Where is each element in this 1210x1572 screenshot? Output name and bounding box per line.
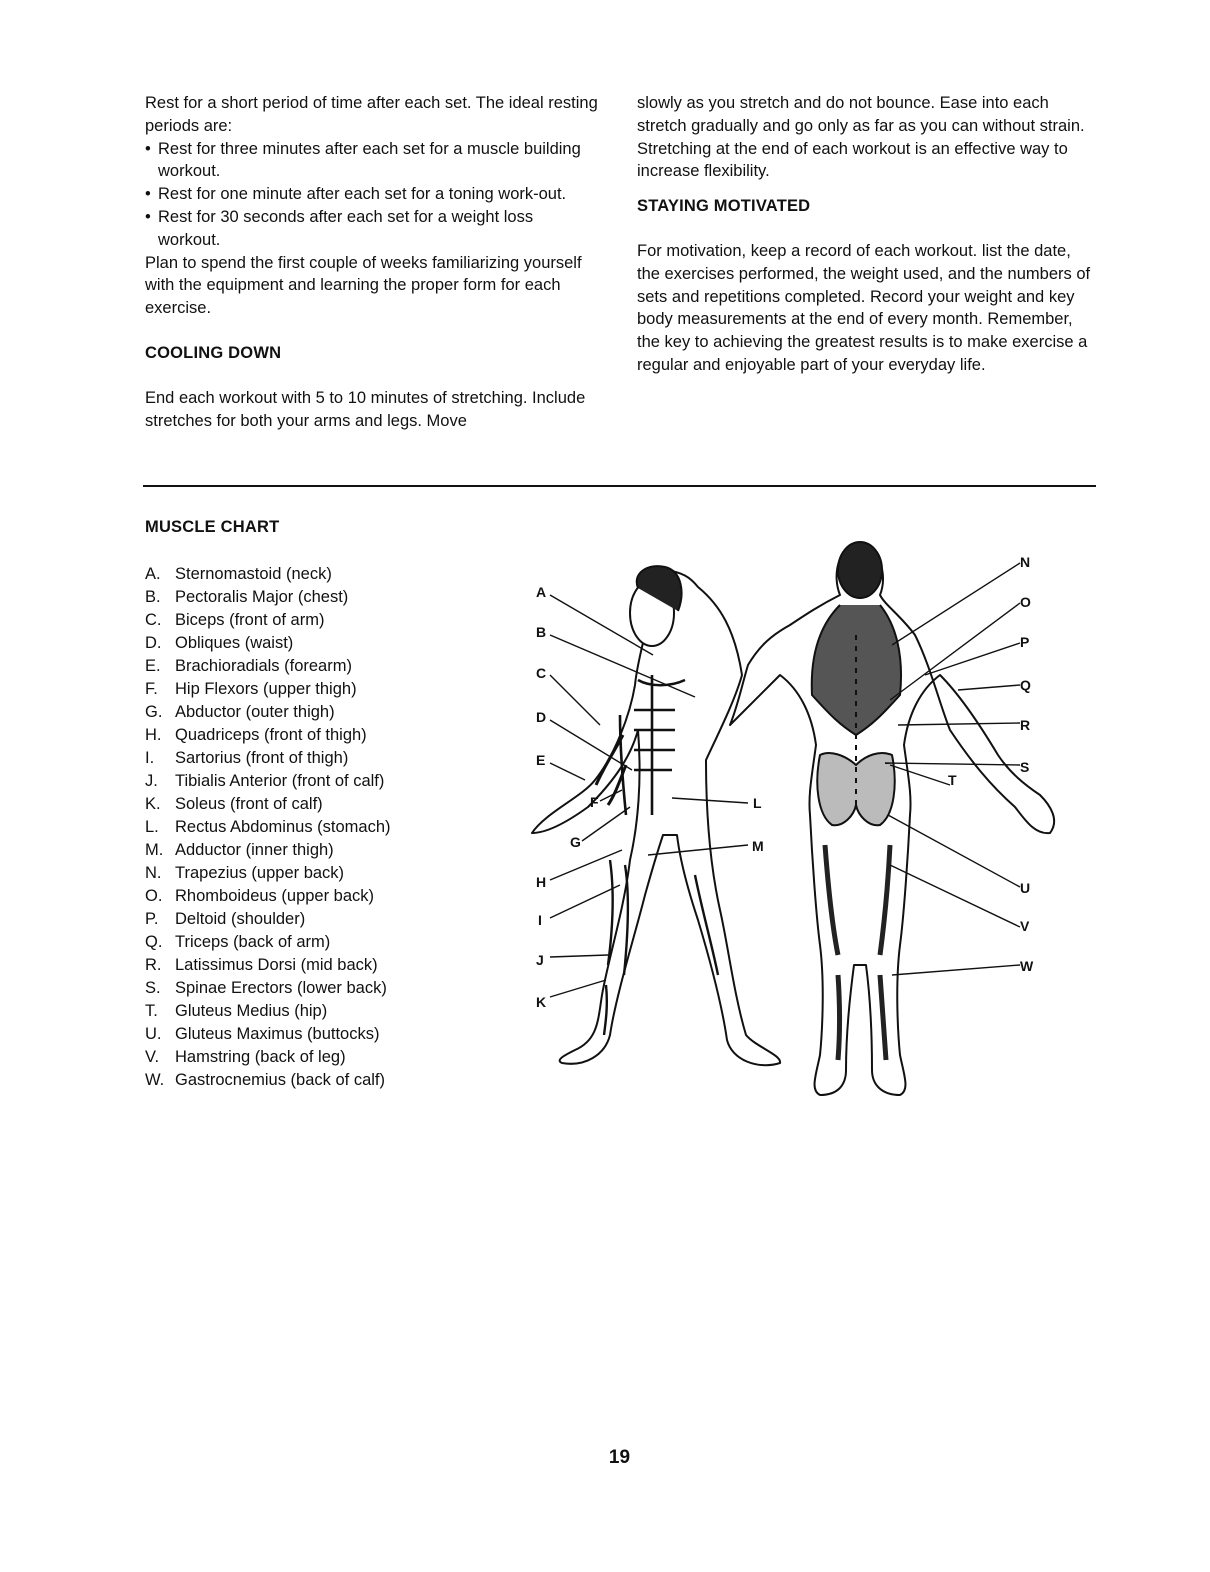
figure-label-r: R (1020, 717, 1031, 733)
legend-letter: R. (145, 956, 162, 974)
cooling-down-continued: slowly as you stretch and do not bounce. Ease into each stretch gradually and go only as far as you can without strain. Stretching at the end of each workout is an effective way to increase flexibility. (637, 94, 1085, 181)
legend-item (145, 954, 445, 977)
bullet-item (145, 183, 600, 206)
muscle-chart-title: MUSCLE CHART (145, 518, 280, 536)
figure-label-j: J (536, 952, 544, 968)
legend-text: Soleus (front of calf) (175, 795, 323, 813)
legend-text: Spinae Erectors (lower back) (175, 979, 387, 997)
legend-text: Hip Flexors (upper thigh) (175, 680, 357, 698)
figure-label-v: V (1020, 918, 1030, 934)
muscle-legend (145, 563, 445, 1092)
legend-letter: V. (145, 1048, 160, 1066)
legend-item (145, 632, 445, 655)
bullet-marker: • (145, 185, 151, 204)
figure-label-u: U (1020, 880, 1031, 896)
staying-motivated-heading: STAYING MOTIVATED (637, 197, 811, 216)
figure-label-h: H (536, 874, 547, 890)
figure-label-q: Q (1020, 677, 1031, 693)
legend-item (145, 1023, 445, 1046)
legend-text: Obliques (waist) (175, 634, 294, 652)
bullet-item (145, 138, 600, 184)
legend-text: Gluteus Maximus (buttocks) (175, 1025, 380, 1043)
cooling-down-heading: COOLING DOWN (145, 343, 282, 362)
legend-text: Biceps (front of arm) (175, 611, 325, 629)
figure-label-g: G (570, 834, 581, 850)
legend-letter: A. (145, 565, 161, 583)
section-divider (143, 485, 1096, 487)
figure-label-k: K (536, 994, 547, 1010)
figure-label-b: B (536, 624, 547, 640)
legend-letter: S. (145, 979, 161, 997)
staying-motivated-paragraph: For motivation, keep a record of each workout. list the date, the exercises performed, the weight used, and the numbers of sets and repetitions completed. Record your weight and key body measurements at the end of every month. Remember, the key to achieving the greatest results is to make exercise a regular and enjoyable part of your everyday life. (637, 241, 1091, 374)
bullet-text: Rest for one minute after each set for a toning work-out. (158, 185, 567, 204)
back-body (730, 542, 1054, 1095)
legend-letter: M. (145, 841, 164, 859)
rest-intro-paragraph: Rest for a short period of time after each set. The ideal resting periods are: (145, 94, 598, 135)
legend-letter: K. (145, 795, 161, 813)
figure-label-i: I (538, 912, 542, 928)
legend-text: Quadriceps (front of thigh) (175, 726, 367, 744)
legend-text: Hamstring (back of leg) (175, 1048, 346, 1066)
familiarize-paragraph: Plan to spend the first couple of weeks familiarizing yourself with the equipment and learning the proper form for each exercise. (145, 253, 582, 318)
legend-text: Tibialis Anterior (front of calf) (175, 772, 385, 790)
legend-item (145, 885, 445, 908)
legend-text: Brachioradials (forearm) (175, 657, 352, 675)
figure-label-f: F (590, 794, 599, 810)
legend-text: Pectoralis Major (chest) (175, 588, 349, 606)
muscle-figure (520, 515, 1080, 1105)
legend-item (145, 770, 445, 793)
legend-item (145, 747, 445, 770)
legend-letter: B. (145, 588, 161, 606)
legend-letter: F. (145, 680, 158, 698)
cooling-down-paragraph: End each workout with 5 to 10 minutes of stretching. Include stretches for both your arms and legs. Move (145, 388, 586, 430)
legend-letter: N. (145, 864, 162, 882)
legend-item (145, 816, 445, 839)
figure-label-o: O (1020, 594, 1031, 610)
legend-letter: G. (145, 703, 163, 721)
legend-text: Rhomboideus (upper back) (175, 887, 375, 905)
legend-letter: D. (145, 634, 162, 652)
bullet-text: Rest for three minutes after each set for a muscle building workout. (158, 139, 581, 181)
legend-item (145, 793, 445, 816)
figure-label-t: T (948, 772, 957, 788)
legend-item (145, 977, 445, 1000)
legend-letter: T. (145, 1002, 158, 1020)
legend-text: Triceps (back of arm) (175, 933, 331, 951)
legend-letter: H. (145, 726, 162, 744)
legend-item (145, 563, 445, 586)
legend-text: Abductor (outer thigh) (175, 703, 335, 721)
legend-letter: I. (145, 749, 155, 767)
right-column (637, 92, 1097, 377)
legend-item (145, 1069, 445, 1092)
legend-item (145, 839, 445, 862)
legend-item (145, 724, 445, 747)
figure-label-n: N (1020, 554, 1031, 570)
legend-item (145, 586, 445, 609)
figure-label-s: S (1020, 759, 1030, 775)
legend-text: Sternomastoid (neck) (175, 565, 332, 583)
figure-label-a: A (536, 584, 547, 600)
figure-label-e: E (536, 752, 546, 768)
figure-label-w: W (1020, 958, 1034, 974)
legend-item (145, 1000, 445, 1023)
legend-letter: U. (145, 1025, 162, 1043)
figure-label-p: P (1020, 634, 1030, 650)
legend-item (145, 908, 445, 931)
figure-label-c: C (536, 665, 547, 681)
muscle-figure-svg (520, 515, 1080, 1105)
legend-item (145, 701, 445, 724)
legend-item (145, 609, 445, 632)
front-body (532, 566, 780, 1065)
legend-text: Latissimus Dorsi (mid back) (175, 956, 378, 974)
legend-letter: L. (145, 818, 159, 836)
legend-text: Adductor (inner thigh) (175, 841, 334, 859)
legend-item (145, 931, 445, 954)
legend-item (145, 1046, 445, 1069)
legend-text: Gastrocnemius (back of calf) (175, 1071, 385, 1089)
legend-letter: E. (145, 657, 161, 675)
legend-letter: P. (145, 910, 159, 928)
legend-letter: W. (145, 1071, 165, 1089)
bullet-item (145, 206, 600, 252)
legend-letter: Q. (145, 933, 163, 951)
legend-letter: C. (145, 611, 162, 629)
legend-text: Sartorius (front of thigh) (175, 749, 349, 767)
figure-label-m: M (752, 838, 764, 854)
legend-text: Rectus Abdominus (stomach) (175, 818, 391, 836)
legend-text: Gluteus Medius (hip) (175, 1002, 328, 1020)
bullet-marker: • (145, 139, 151, 158)
page-number: 19 (608, 1447, 631, 1468)
bullet-text: Rest for 30 seconds after each set for a weight loss workout. (158, 207, 534, 249)
legend-item (145, 655, 445, 678)
left-column (145, 92, 600, 432)
bullet-marker: • (145, 207, 151, 226)
legend-letter: J. (145, 772, 158, 790)
legend-text: Trapezius (upper back) (175, 864, 345, 882)
legend-item (145, 862, 445, 885)
legend-text: Deltoid (shoulder) (175, 910, 306, 928)
figure-label-l: L (753, 795, 762, 811)
legend-item (145, 678, 445, 701)
figure-label-d: D (536, 709, 547, 725)
legend-letter: O. (145, 887, 163, 905)
